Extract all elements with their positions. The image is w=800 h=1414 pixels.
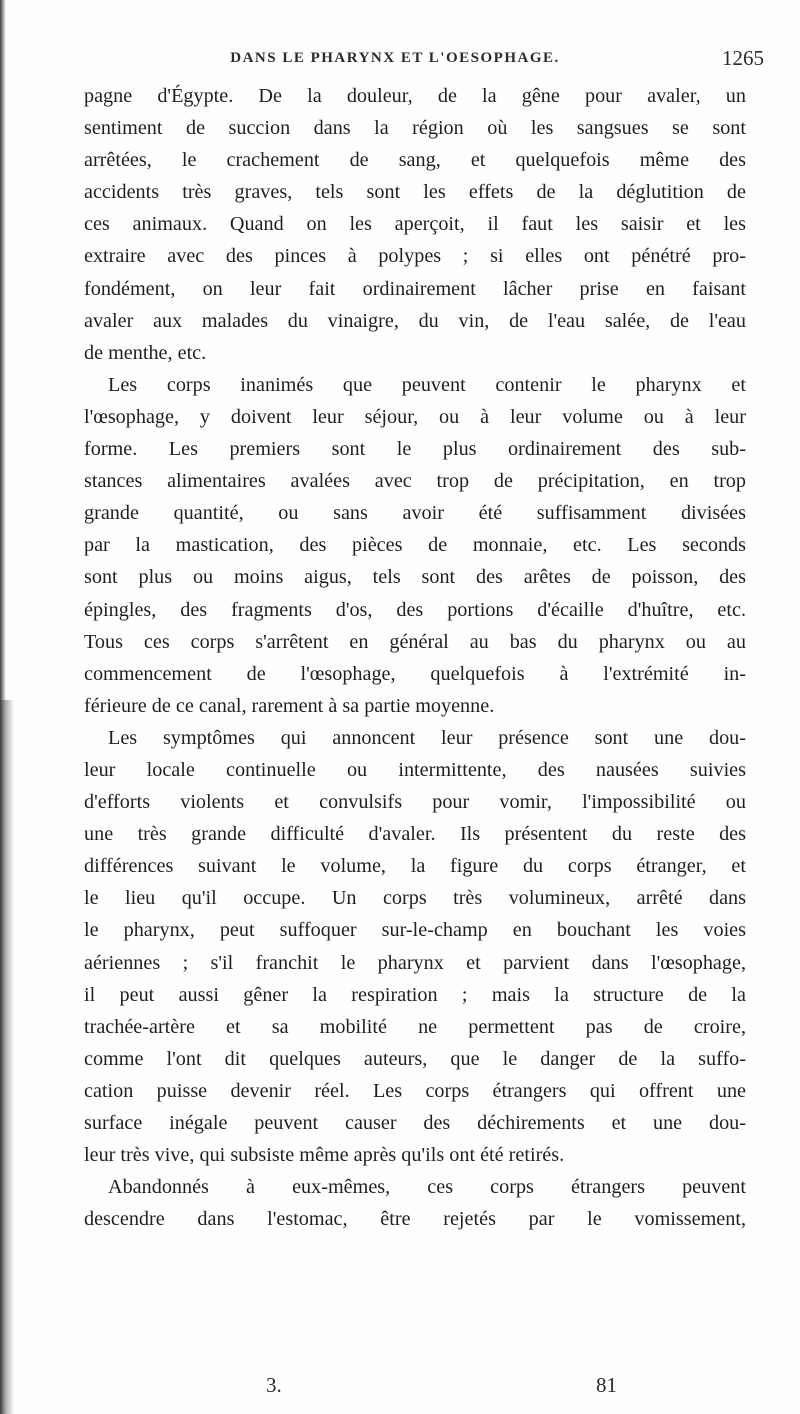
text-line: par la mastication, des pièces de monnaie, etc. Les seconds [84, 534, 746, 557]
text-line: cation puisse devenir réel. Les corps étrangers qui offrent une [84, 1079, 746, 1102]
text-line: le pharynx, peut suffoquer sur-le-champ en bouchant les voies [84, 919, 746, 942]
text-line: férieure de ce canal, rarement à sa partie moyenne. [84, 694, 495, 717]
page-edge-shadow [0, 700, 14, 1414]
text-line: commencement de l'œsophage, quelquefois à l'extrémité in- [84, 662, 746, 685]
text-line: descendre dans l'estomac, être rejetés par le vomissement, [84, 1208, 746, 1231]
text-line: différences suivant le volume, la figure du corps étranger, et [84, 855, 746, 878]
text-line: stances alimentaires avalées avec trop de précipitation, en trop [84, 470, 746, 493]
paragraph-start: Les corps inanimés que peuvent contenir le pharynx et [108, 373, 746, 396]
text-line: d'efforts violents et convulsifs pour vomir, l'impossibilité ou [84, 791, 746, 814]
text-line: grande quantité, ou sans avoir été suffisamment divisées [84, 502, 746, 525]
text-line: accidents très graves, tels sont les effets de la déglutition de [84, 181, 746, 204]
text-line: ces animaux. Quand on les aperçoit, il faut les saisir et les [84, 213, 746, 236]
page-number: 1265 [722, 46, 764, 70]
text-line: il peut aussi gêner la respiration ; mais la structure de la [84, 983, 746, 1006]
text-line: aériennes ; s'il franchit le pharynx et parvient dans l'œsophage, [84, 951, 746, 974]
text-line: sont plus ou moins aigus, tels sont des arêtes de poisson, des [84, 566, 746, 589]
paragraph-start: Abandonnés à eux-mêmes, ces corps étrangers peuvent [108, 1176, 746, 1199]
paragraph-start: Les symptômes qui annoncent leur présence sont une dou- [108, 726, 746, 749]
text-line: pagne d'Égypte. De la douleur, de la gêne pour avaler, un [84, 85, 746, 107]
body-text [84, 80, 746, 1235]
text-line: l'œsophage, y doivent leur séjour, ou à leur volume ou à leur [84, 405, 746, 428]
text-line: fondément, on leur fait ordinairement lâcher prise en faisant [84, 277, 746, 300]
text-line: le lieu qu'il occupe. Un corps très volumineux, arrêté dans [84, 887, 746, 910]
text-line: une très grande difficulté d'avaler. Ils présentent du reste des [84, 823, 746, 846]
text-line: extraire avec des pinces à polypes ; si elles ont pénétré pro- [84, 245, 746, 268]
text-line: leur locale continuelle ou intermittente, des nausées suivies [84, 758, 746, 781]
text-line: Tous ces corps s'arrêtent en général au bas du pharynx ou au [84, 630, 746, 653]
text-line: avaler aux malades du vinaigre, du vin, de l'eau salée, de l'eau [84, 309, 746, 332]
signature-mark: 3. [266, 1373, 282, 1397]
text-line: forme. Les premiers sont le plus ordinairement des sub- [84, 438, 746, 461]
running-head: DANS LE PHARYNX ET L'OESOPHAGE. [230, 50, 560, 66]
text-line: épingles, des fragments d'os, des portions d'écaille d'huître, etc. [84, 598, 746, 621]
sheet-folio: 81 [596, 1373, 617, 1397]
text-line: leur très vive, qui subsiste même après qu'ils ont été retirés. [84, 1144, 565, 1167]
text-line: surface inégale peuvent causer des déchirements et une dou- [84, 1112, 746, 1134]
text-line: arrêtées, le crachement de sang, et quelquefois même des [84, 149, 746, 172]
text-line: de menthe, etc. [84, 341, 207, 364]
text-line: comme l'ont dit quelques auteurs, que le danger de la suffo- [84, 1047, 746, 1070]
text-line: trachée-artère et sa mobilité ne permettent pas de croire, [84, 1015, 746, 1038]
text-line: sentiment de succion dans la région où les sangsues se sont [84, 117, 746, 140]
